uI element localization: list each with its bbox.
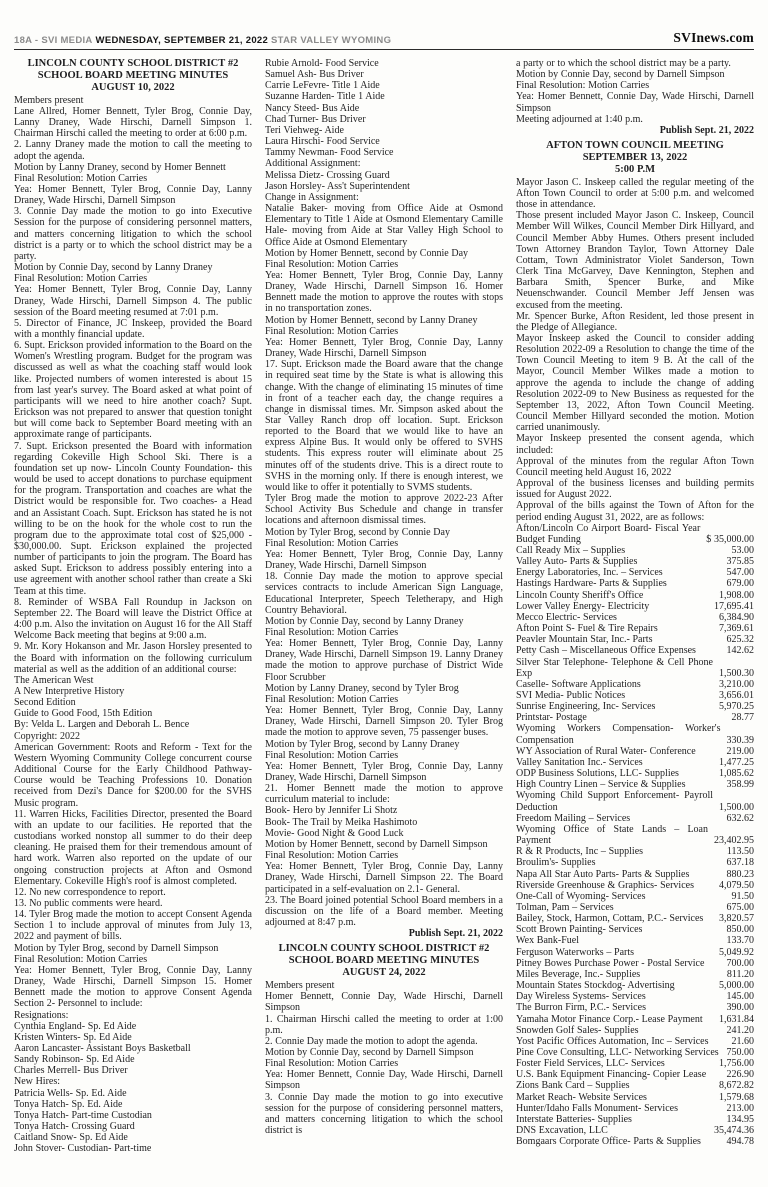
paragraph: Yea: Homer Bennett, Tyler Brog, Connie Day, Lanny Draney, Wade Hirschi, Darnell Simpson — [265, 760, 503, 783]
notice-heading-line: LINCOLN COUNTY SCHOOL DISTRICT #2 — [27, 58, 239, 69]
ledger-name: Wyoming Office of State Lands – Loan Payment — [516, 823, 708, 847]
ledger-name: The Burron Firm, P.C.- Services — [516, 1002, 646, 1014]
paragraph: Change in Assignment: — [265, 191, 359, 203]
paragraph: The American West — [14, 674, 94, 686]
ledger-name: Market Reach- Website Services — [516, 1091, 647, 1103]
ledger-row — [516, 1092, 754, 1103]
ledger-row — [516, 679, 754, 690]
ledger-amount: 750.00 — [726, 1047, 754, 1058]
paragraph: A New Interpretive History — [14, 686, 125, 697]
site-link[interactable]: SVInews.com — [673, 30, 754, 45]
paragraph: 3. Connie Day made the motion to go into Executive Session for the purpose of considering personnel matters, and matters concerning litigation to which the school district is a party or to which the school district may be a party. — [14, 206, 252, 262]
ledger-amount: 358.99 — [726, 779, 754, 791]
paragraph: Book- Hero by Jennifer Li Shotz — [265, 805, 398, 817]
ledger-name: Zions Bank Card – Supplies — [516, 1080, 630, 1092]
paragraph: Final Resolution: Motion Carries — [265, 325, 399, 337]
ledger-amount: 133.70 — [726, 935, 754, 947]
paragraph: Final Resolution: Motion Carries — [265, 850, 399, 862]
ledger-amount: 850.00 — [726, 924, 754, 936]
paragraph: Motion by Connie Day, second by Lanny Draney — [265, 615, 464, 627]
ledger-amount: 5,970.25 — [719, 701, 754, 713]
page-header — [14, 30, 754, 50]
paragraph: New Hires: — [14, 1076, 61, 1088]
paragraph: 2. Connie Day made the motion to adopt the agenda. — [265, 1035, 478, 1047]
column-1 — [14, 58, 252, 1155]
ledger-amount: 3,210.00 — [719, 678, 754, 690]
paragraph: Nancy Steed- Bus Aide — [265, 102, 360, 114]
paragraph: Samuel Ash- Bus Driver — [265, 69, 364, 81]
ledger-amount: 6,384.90 — [719, 611, 754, 623]
ledger-name: Energy Laboratories, Inc. – Services — [516, 567, 663, 579]
paragraph: Aaron Lancaster- Assistant Boys Basketball — [14, 1043, 191, 1054]
ledger-amount: 21.60 — [731, 1035, 754, 1047]
ledger-row — [516, 712, 754, 723]
ledger-amount: 1,500.00 — [719, 801, 754, 813]
paragraph: Caitland Snow- Sp. Ed Aide — [14, 1132, 128, 1144]
paragraph: a party or to which the school district may be a party. — [516, 58, 731, 69]
ledger-row — [516, 590, 754, 601]
ledger-amount: 17,695.41 — [714, 600, 754, 612]
paragraph: Copyright: 2022 — [14, 730, 81, 742]
paragraph: Tonya Hatch- Part-time Custodian — [14, 1109, 152, 1121]
notice-heading — [516, 140, 754, 176]
notice-heading-line: AFTON TOWN COUNCIL MEETING — [546, 140, 724, 152]
ledger-name: Interstate Batteries- Supplies — [516, 1113, 632, 1125]
paragraph: Jason Horsley- Ass't Superintendent — [265, 180, 410, 192]
ledger-row — [516, 991, 754, 1002]
paragraph: Yea: Homer Bennett, Tyler Brog, Connie Day, Lanny Draney, Wade Hirschi, Darnell Simpson 16. Homer Bennett made the motion to approve the routes with stops in no transportation zones. — [265, 269, 503, 315]
ledger-row — [516, 1125, 754, 1136]
ledger-row — [516, 723, 754, 745]
paragraph: Yea: Homer Bennett, Tyler Brog, Connie Day, Lanny Draney, Wade Hirschi, Darnell Simpson 19. Lanny Draney made the motion to approve purchase of District Wide Floor Scrubber — [265, 638, 503, 683]
ledger-name: Silver Star Telephone- Telephone & Cell Phone Exp — [516, 656, 713, 679]
ledger-amount: 142.62 — [726, 645, 754, 657]
header-location: STAR VALLEY WYOMING — [271, 35, 392, 46]
paragraph: Final Resolution: Motion Carries — [265, 1058, 399, 1070]
notice-heading — [265, 943, 503, 979]
ledger-row — [516, 980, 754, 991]
ledger-row — [516, 601, 754, 612]
ledger-amount: 1,477.25 — [719, 756, 754, 768]
paragraph: Those present included Mayor Jason C. Inskeep, Council Member Will Wilkes, Council Member Dirk Hillyard, and Council Member Abby Humes. Others present included Town Attorney Brandon Taylor, Town Attorney Dale Cottam, Town Administrator Violet Sanderson, Town Clerk Tina McGarvey, Dave Kennington, Stephen and Barbara Smith, Spencer Burke, and Mike Neuenschwander. Council Member Jeff Jensen was excused from the meeting. — [516, 210, 754, 311]
ledger-row — [516, 958, 754, 969]
ledger-name: Ferguson Waterworks – Parts — [516, 946, 635, 958]
ledger-row — [516, 924, 754, 935]
ledger-name: Lincoln County Sheriff's Office — [516, 589, 644, 601]
ledger-name: Bailey, Stock, Harmon, Cottam, P.C.- Services — [516, 913, 704, 925]
ledger-row — [516, 1136, 754, 1147]
ledger-amount: 113.50 — [726, 846, 754, 858]
paragraph: Lane Allred, Homer Bennett, Tyler Brog, Connie Day, Lanny Draney, Wade Hirschi, Darnell Simpson 1. Chairman Hirschi called the meeting to order at 6:00 p.m. — [14, 105, 252, 140]
ledger-row — [516, 623, 754, 634]
paragraph: Yea: Homer Bennett, Tyler Brog, Connie Day, Lanny Draney, Wade Hirschi, Darnell Simpson — [265, 548, 503, 572]
paragraph: Approval of the business licenses and building permits issued for August 2022. — [516, 478, 754, 501]
publish-line: Publish Sept. 21, 2022 — [659, 124, 754, 136]
ledger-name: Foster Field Services, LLC- Services — [516, 1058, 665, 1070]
ledger-amount: 241.20 — [726, 1024, 754, 1036]
ledger-name: Hunter/Idaho Falls Monument- Services — [516, 1102, 678, 1114]
paragraph: Yea: Homer Bennett, Connie Day, Wade Hirschi, Darnell Simpson — [516, 91, 754, 114]
ledger-amount: 1,631.84 — [719, 1013, 754, 1025]
ledger-row — [516, 969, 754, 980]
ledger-row — [516, 880, 754, 891]
ledger-name: Snowden Golf Sales- Supplies — [516, 1024, 639, 1036]
paragraph: Charles Merrell- Bus Driver — [14, 1065, 128, 1077]
ledger-row — [516, 1002, 754, 1013]
header-date: WEDNESDAY, SEPTEMBER 21, 2022 — [95, 35, 269, 46]
paragraph: Motion by Connie Day, second by Lanny Draney — [14, 262, 213, 274]
ledger-row — [516, 1014, 754, 1025]
ledger-amount: $ 35,000.00 — [706, 533, 754, 545]
paragraph: Members present — [265, 980, 335, 992]
paragraph: Motion by Lanny Draney, second by Homer Bennett — [14, 161, 226, 173]
notice-heading-line: AUGUST 10, 2022 — [91, 81, 175, 93]
column-3 — [516, 58, 754, 1155]
paragraph: 3. Connie Day made the motion to go into executive session for the purpose of considering personnel matters, and matters concerning litigation to which the school district is — [265, 1091, 503, 1137]
ledger-name: Day Wireless Systems- Services — [516, 991, 646, 1003]
paragraph: John Stover- Custodian- Part-time — [14, 1143, 152, 1155]
ledger-name: Miles Beverage, Inc.- Supplies — [516, 968, 641, 980]
ledger-amount: 330.39 — [726, 734, 754, 746]
paragraph: Yea: Homer Bennett, Tyler Brog, Connie Day, Lanny Draney, Wade Hirschi, Darnell Simpson 20. Tyler Brog made the motion to approve seven, 75 passenger buses. — [265, 705, 503, 739]
ledger-name: Petty Cash – Miscellaneous Office Expenses — [516, 645, 696, 657]
paragraph: Mayor Inskeep asked the Council to consider adding Resolution 2022-09 a Resolution to change the time of the Town Council Meeting to item 9 B. At the call of the Mayor, Council Member Wilkes made a motion to approve the agenda to include the change of adding Resolution 2022-09 to New Business as requested for the September 13, 2022, Afton Town Council Meeting. Council Member Hillyard seconded the motion. Motion carried unanimously. — [516, 333, 754, 434]
ledger-row — [516, 1058, 754, 1069]
paragraph: Motion by Lanny Draney, second by Tyler Brog — [265, 682, 459, 694]
paragraph: Final Resolution: Motion Carries — [265, 537, 399, 549]
ledger-row — [516, 857, 754, 868]
paragraph: Natalie Baker- moving from Office Aide at Osmond Elementary to Title 1 Aide at Osmond Elementary Camille Hale- moving from Aide at Star Valley High School to Office Aide at Osmond Elementary — [265, 203, 503, 248]
ledger-name: High Country Linen – Service & Supplies — [516, 779, 686, 791]
paragraph: Motion by Tyler Brog, second by Connie Day — [265, 526, 450, 538]
ledger-row — [516, 757, 754, 768]
ledger-name: Bomgaars Corporate Office- Parts & Supplies — [516, 1136, 701, 1148]
paragraph: Homer Bennett, Connie Day, Wade Hirschi, Darnell Simpson — [265, 991, 503, 1014]
paragraph: Patricia Wells- Sp. Ed. Aide — [14, 1087, 127, 1099]
ledger-name: Pitney Bowes Purchase Power - Postal Service — [516, 957, 705, 969]
ledger-name: Napa All Star Auto Parts- Parts & Supplies — [516, 868, 690, 880]
paragraph: Motion by Homer Bennett, second by Darnell Simpson — [265, 838, 488, 850]
ledger-name: DNS Excavation, LLC — [516, 1125, 608, 1137]
ledger-amount: 35,474.36 — [714, 1125, 754, 1137]
paragraph: 9. Mr. Kory Hokanson and Mr. Jason Horsley presented to the Board with information on the following curriculum material as well as the addition of an additional course: — [14, 641, 252, 675]
ledger-row — [516, 902, 754, 913]
ledger-amount: 226.90 — [726, 1069, 754, 1081]
ledger-row — [516, 768, 754, 779]
notice-heading-line: SCHOOL BOARD MEETING MINUTES — [37, 69, 229, 81]
paragraph: Rubie Arnold- Food Service — [265, 58, 379, 69]
ledger-name: Afton Point S- Fuel & Tire Repairs — [516, 623, 658, 635]
paragraph: Mayor Inskeep presented the consent agenda, which included: — [516, 433, 754, 456]
paragraph: Sandy Robinson- Sp. Ed Aide — [14, 1054, 135, 1066]
ledger-row — [516, 813, 754, 824]
ledger-amount: 637.18 — [726, 857, 754, 869]
ledger-name: WY Association of Rural Water- Conference — [516, 745, 696, 757]
ledger-name: Pine Cove Consulting, LLC- Networking Services — [516, 1047, 719, 1058]
paragraph: Approval of the minutes from the regular Afton Town Council meeting held August 16, 2022 — [516, 455, 754, 478]
paragraph: Carrie LeFevre- Title 1 Aide — [265, 80, 380, 92]
ledger-row — [516, 1047, 754, 1058]
ledger-name: Peavler Mountain Star, Inc.- Parts — [516, 634, 653, 646]
ledger-row — [516, 645, 754, 656]
paragraph: Tonya Hatch- Crossing Guard — [14, 1121, 135, 1133]
ledger-name: ODP Business Solutions, LLC- Supplies — [516, 768, 679, 780]
ledger-amount: 547.00 — [726, 567, 754, 579]
ledger-amount: 3,820.57 — [719, 913, 754, 925]
ledger-name: Call Ready Mix – Supplies — [516, 544, 626, 556]
ledger-row — [516, 612, 754, 623]
ledger-amount: 7,369.61 — [719, 623, 754, 635]
ledger-row — [516, 846, 754, 857]
ledger-amount: 390.00 — [726, 1002, 754, 1014]
ledger-amount: 145.00 — [726, 991, 754, 1003]
paragraph: 6. Supt. Erickson provided information to the Board on the Women's Wrestling program. Budget for the program was discussed as well as what the coaching staff would look like. Projected numbers of women interested is about 15 from last year's survey. The Board asked at what point of participants will we need to hire another coach? Supt. Erickson was not prepared to answer that question tonight but will come back to September Board meeting with an approximate range of participants. — [14, 340, 252, 441]
ledger-row — [516, 746, 754, 757]
paragraph: Final Resolution: Motion Carries — [14, 953, 148, 965]
paragraph: By: Velda L. Largen and Deborah L. Bence — [14, 719, 190, 731]
ledger-row — [516, 545, 754, 556]
ledger-amount: 4,079.50 — [719, 879, 754, 891]
ledger-row — [516, 1114, 754, 1125]
paragraph: 23. The Board joined potential School Board members in a discussion on the life of a Board member. Meeting adjourned at 8:47 p.m. — [265, 894, 503, 929]
ledger-amount: 8,672.82 — [719, 1080, 754, 1092]
ledger-row — [516, 1103, 754, 1114]
ledger-name: Riverside Greenhouse & Graphics- Services — [516, 879, 694, 891]
ledger-name: Valley Sanitation Inc.- Services — [516, 756, 643, 768]
ledger-name: Scott Brown Painting- Services — [516, 924, 643, 936]
notice-heading-line: LINCOLN COUNTY SCHOOL DISTRICT #2 — [278, 943, 490, 955]
ledger-row — [516, 1036, 754, 1047]
paragraph: Final Resolution: Motion Carries — [265, 626, 399, 638]
paragraph: 17. Supt. Erickson made the Board aware that the change in required seat time by the State is what is allowing this change. With the change of eliminating 15 minutes of time in front of a teacher each day, the change requires a change in dismissal times. Mr. Simpson asked about the Star Valley Ranch drop off location. Supt. Erickson reported to the Board that we would like to have an express Alpine Bus. It would only be offered to SVHS students. This express router will eliminate about 25 minutes off of the students drive. This is a direct route to SVHS in the morning only. If there is enough interest, we would like to offer it potentially to SVMS students. — [265, 359, 503, 493]
ledger-amount: 5,049.92 — [719, 946, 754, 958]
ledger-row — [516, 779, 754, 790]
paragraph: Additional Assignment: — [265, 158, 361, 170]
ledger-name: Wex Bank-Fuel — [516, 935, 579, 947]
paragraph: Mr. Spencer Burke, Afton Resident, led those present in the Pledge of Allegiance. — [516, 310, 754, 333]
ledger-amount: 53.00 — [731, 544, 754, 556]
paragraph: Yea: Homer Bennett, Tyler Brog, Connie Day, Lanny Draney, Wade Hirschi, Darnell Simpson — [265, 336, 503, 360]
header-left — [14, 35, 391, 46]
ledger-amount: 134.95 — [726, 1113, 754, 1125]
ledger-amount: 625.32 — [726, 634, 754, 646]
ledger-name: U.S. Bank Equipment Financing- Copier Lease — [516, 1069, 707, 1081]
notice-heading-line: SEPTEMBER 13, 2022 — [582, 152, 688, 163]
ledger-name: Freedom Mailing – Services — [516, 812, 631, 824]
paragraph: Yea: Homer Bennett, Tyler Brog, Connie Day, Lanny Draney, Wade Hirschi, Darnell Simpson 15. Homer Bennett made the motion to approve Consent Agenda Section 2- Personnel to include: — [14, 964, 252, 1010]
ledger-row — [516, 701, 754, 712]
paragraph: 14. Tyler Brog made the motion to accept Consent Agenda Section 1 to include approval of minutes from July 13, 2022 and payment of bills. — [14, 909, 252, 943]
paragraph: Kristen Winters- Sp. Ed Aide — [14, 1031, 132, 1043]
ledger-name: SVI Media- Public Notices — [516, 690, 626, 701]
notice-heading-line: AUGUST 24, 2022 — [342, 967, 426, 979]
ledger-name: Valley Auto- Parts & Supplies — [516, 556, 638, 568]
paragraph: Final Resolution: Motion Carries — [265, 693, 399, 705]
ledger-amount: 1,756.00 — [719, 1058, 754, 1070]
ledger-name: Yamaha Motor Finance Corp.- Lease Payment — [516, 1013, 703, 1025]
ledger-amount: 700.00 — [726, 957, 754, 969]
ledger-row — [516, 690, 754, 701]
ledger-name: Mecco Electric- Services — [516, 611, 617, 623]
paragraph: Teri Viehweg- Aide — [265, 124, 344, 136]
paragraph: Motion by Connie Day, second by Darnell Simpson — [516, 69, 725, 81]
paragraph: Book- The Trail by Meika Hashimoto — [265, 816, 418, 828]
paragraph: Final Resolution: Motion Carries — [265, 749, 399, 761]
ledger-amount: 880.23 — [726, 868, 754, 880]
paragraph: 5. Director of Finance, JC Inskeep, provided the Board with a monthly financial update. — [14, 317, 252, 340]
paragraph: 13. No public comments were heard. — [14, 897, 163, 909]
paragraph: Chad Turner- Bus Driver — [265, 113, 366, 125]
ledger-row — [516, 869, 754, 880]
paragraph: Yea: Homer Bennett, Tyler Brog, Connie Day, Lanny Draney, Wade Hirschi, Darnell Simpson 4. The public session of the Board meeting resumed at 7:01 p.m. — [14, 284, 252, 318]
ledger-row — [516, 913, 754, 924]
ledger-row — [516, 523, 754, 545]
notice-heading-line: SCHOOL BOARD MEETING MINUTES — [288, 955, 480, 967]
ledger-row — [516, 634, 754, 645]
ledger-amount: 28.77 — [731, 712, 754, 724]
paragraph: Final Resolution: Motion Carries — [14, 273, 148, 285]
paragraph: 1. Chairman Hirschi called the meeting to order at 1:00 p.m. — [265, 1013, 503, 1036]
ledger-name: Wyoming Child Support Enforcement- Payroll Deduction — [516, 790, 713, 813]
paragraph: Yea: Homer Bennett, Tyler Brog, Connie Day, Lanny Draney, Wade Hirschi, Darnell Simpson 22. The Board participated in a self-evaluation on 2.1- General. — [265, 861, 503, 895]
ledger-name: Broulim's- Supplies — [516, 857, 596, 869]
paragraph: Tammy Newman- Food Service — [265, 147, 394, 159]
paragraph: Cynthia England- Sp. Ed Aide — [14, 1020, 137, 1032]
ledger-name: Hastings Hardware- Parts & Supplies — [516, 578, 667, 590]
paragraph: Motion by Homer Bennett, second by Lanny Draney — [265, 314, 478, 326]
paragraph: 2. Lanny Draney made the motion to call the meeting to adopt the agenda. — [14, 139, 252, 162]
paragraph: Movie- Good Night & Good Luck — [265, 827, 404, 839]
ledger-name: Sunrise Engineering, Inc- Services — [516, 701, 656, 713]
paragraph: Approval of the bills against the Town of Afton for the period ending August 31, 2022, are as follows: — [516, 500, 754, 523]
paragraph: American Government: Roots and Reform - Text for the Western Wyoming Community College concurrent course Additional Course for the Early Childhood Pathway- Course would be Teaching Professions 10. Donation received from Dezi's Dance for $200.00 for the SVHS Music program. — [14, 741, 252, 809]
paragraph: Tonya Hatch- Sp. Ed. Aide — [14, 1098, 123, 1110]
ledger-name: Lower Valley Energy- Electricity — [516, 600, 650, 612]
ledger-row — [516, 1080, 754, 1091]
ledger-amount: 811.20 — [726, 968, 754, 980]
paragraph: Motion by Tyler Brog, second by Darnell Simpson — [14, 942, 219, 954]
ledger-row — [516, 567, 754, 578]
paragraph: Motion by Homer Bennett, second by Connie Day — [265, 247, 469, 259]
ledger-row — [516, 947, 754, 958]
ledger-row — [516, 578, 754, 589]
ledger-amount: 675.00 — [726, 901, 754, 913]
ledger-row — [516, 1025, 754, 1036]
ledger-amount: 632.62 — [726, 812, 754, 824]
paragraph: Final Resolution: Motion Carries — [516, 80, 650, 92]
paragraph: Guide to Good Food, 15th Edition — [14, 708, 153, 720]
paragraph: Melissa Dietz- Crossing Guard — [265, 169, 390, 181]
ledger-amount: 5,000.00 — [719, 980, 754, 992]
paragraph: Meeting adjourned at 1:40 p.m. — [516, 113, 643, 125]
ledger-name: Mountain States Stockdog- Advertising — [516, 980, 675, 992]
ledger-amount: 1,579.68 — [719, 1091, 754, 1103]
ledger-amount: 494.78 — [726, 1136, 754, 1148]
paragraph: Suzanne Harden- Title 1 Aide — [265, 91, 385, 103]
paragraph: Motion by Connie Day, second by Darnell Simpson — [265, 1047, 474, 1058]
paragraph: Resignations: — [14, 1009, 69, 1021]
notice-heading — [14, 58, 252, 94]
paragraph: Yea: Homer Bennett, Tyler Brog, Connie Day, Lanny Draney, Wade Hirschi, Darnell Simpson — [14, 183, 252, 207]
ledger-row — [516, 891, 754, 902]
paragraph: 18. Connie Day made the motion to approve special services contracts to include American Sign Language, Educational Interpreter, Speech Teletherapy, and High Country Behavioral. — [265, 571, 503, 616]
paragraph: Final Resolution: Motion Carries — [265, 258, 399, 270]
paragraph: 21. Homer Bennett made the motion to approve curriculum material to include: — [265, 783, 503, 806]
paragraph: Second Edition — [14, 697, 76, 709]
ledger-amount: 375.85 — [726, 556, 754, 568]
ledger-name: One-Call of Wyoming- Services — [516, 890, 646, 902]
paragraph: Mayor Jason C. Inskeep called the regular meeting of the Afton Town Council to order at 5:00 p.m. and welcomed those in attendance. — [516, 176, 754, 211]
ledger-row — [516, 657, 754, 679]
paragraph: 8. Reminder of WSBA Fall Roundup in Jackson on September 22. The Board will leave the District Office at 4:00 p.m. Also the invitation on August 16 for the All Staff Welcome Back meeting that begins at 9:00 a.m. — [14, 596, 252, 642]
paragraph: 12. No new correspondence to report. — [14, 886, 166, 898]
ledger-row — [516, 935, 754, 946]
ledger-amount: 1,908.00 — [719, 589, 754, 601]
paragraph: Members present — [14, 94, 84, 106]
columns — [14, 58, 754, 1155]
notice-heading-line: 5:00 P.M — [614, 163, 656, 175]
ledger-name: R & R Products, Inc – Supplies — [516, 846, 644, 858]
publish-line: Publish Sept. 21, 2022 — [408, 928, 503, 940]
ledger-name: Caselle- Software Applications — [516, 678, 641, 690]
ledger-amount: 1,500.30 — [719, 667, 754, 679]
ledger-amount: 679.00 — [726, 578, 754, 590]
ledger-amount: 91.50 — [731, 890, 754, 902]
paragraph: Motion by Tyler Brog, second by Lanny Draney — [265, 738, 460, 750]
ledger-amount: 23,402.95 — [714, 835, 754, 847]
ledger-amount: 213.00 — [726, 1102, 754, 1114]
ledger-name: Yost Pacific Offices Automation, Inc – Services — [516, 1035, 709, 1047]
ledger-row — [516, 790, 754, 812]
page-label: 18A - SVI MEDIA — [14, 35, 93, 46]
ledger-name: Printstar- Postage — [516, 712, 587, 724]
paragraph: Tyler Brog made the motion to approve 2022-23 After School Activity Bus Schedule and change in transfer locations and afternoon dismissal times. — [265, 493, 503, 527]
ledger-name: Afton/Lincoln Co Airport Board- Fiscal Year Budget Funding — [516, 522, 701, 545]
ledger-amount: 1,085.62 — [719, 768, 754, 780]
ledger-row — [516, 1069, 754, 1080]
ledger-row — [516, 824, 754, 846]
paragraph: Laura Hirschi- Food Service — [265, 136, 380, 148]
column-2 — [265, 58, 503, 1155]
ledger-row — [516, 556, 754, 567]
paragraph: 11. Warren Hicks, Facilities Director, presented the Board with an update to our facilities. He reported that the custodians worked nonstop all summer to do their deep cleaning. He praised them for their tremendous amount of hard work. Warren also reported on the update of our ongoing construction projects at Afton and Osmond Elementary. Cokeville High's roof is almost completed. — [14, 808, 252, 887]
paragraph: Final Resolution: Motion Carries — [14, 172, 148, 184]
ledger-name: Tolman, Pam – Services — [516, 901, 614, 913]
paragraph: Yea: Homer Bennett, Connie Day, Wade Hirschi, Darnell Simpson — [265, 1069, 503, 1092]
ledger-name: Wyoming Workers Compensation- Worker's Compensation — [516, 723, 721, 746]
ledger-amount: 219.00 — [726, 745, 754, 757]
paragraph: 7. Supt. Erickson presented the Board with information regarding Cokeville High School Ski. There is a foundation set up now- Lincoln County Foundation- this would be used to accept donations to purchase equipment for the program. Transportation and coaches are what the District would be responsible for. Two coaches- a Head and an Assistant Coach. Supt. Erickson has stated he is not willing to be on the hook for the whole cost to run the program due to the approximate total cost of $25,000 - $30,000.00. Supt. Erickson explained the projected number of participants to join the program. The Board has asked Supt. Erickson to address possibly entering into a use agreement with another school rather than create a Ski Team at this time. — [14, 440, 252, 597]
ledger-amount: 3,656.01 — [719, 690, 754, 701]
